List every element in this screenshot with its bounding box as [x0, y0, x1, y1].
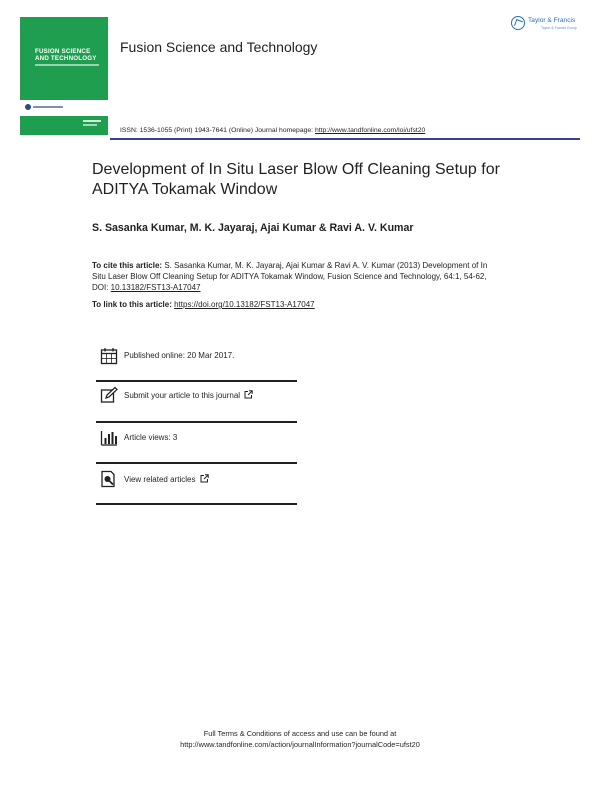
article-authors: S. Sasanka Kumar, M. K. Jayaraj, Ajai Kumar & Ravi A. V. Kumar — [92, 222, 414, 234]
journal-cover — [20, 17, 108, 135]
related-articles-row[interactable] — [100, 470, 296, 492]
article-title: Development of In Situ Laser Blow Off Cleaning Setup for ADITYA Tokamak Window — [92, 161, 500, 198]
article-views-label: Article views: 3 — [124, 433, 178, 442]
submit-article-text: Submit your article to this journal — [124, 391, 241, 400]
publisher-logo-icon — [511, 16, 525, 30]
journal-name: Fusion Science and Technology — [120, 39, 318, 55]
issn-text: ISSN: 1536-1055 (Print) 1943-7641 (Online) Journal homepage: — [120, 127, 315, 134]
cover-society-logo — [25, 104, 65, 110]
header-rule — [110, 138, 580, 140]
cover-bottom-band — [20, 100, 108, 135]
citation-text: S. Sasanka Kumar, M. K. Jayaraj, Ajai Kumar & Ravi A. V. Kumar (2013) Development of In Situ Laser Blow Off Cleaning Setup for ADITYA Tokamak Window, Fusion Science and Technology, 64:1, 54-62, DOI: — [92, 261, 488, 292]
footer-journal-info-link[interactable]: http://www.tandfonline.com/action/journalInformation?journalCode=ufst20 — [180, 739, 420, 749]
cover-title-line1: FUSION SCIENCE — [35, 48, 91, 55]
cover-footer-strip — [20, 116, 108, 135]
published-online-label: Published online: 20 Mar 2017. — [124, 351, 235, 360]
journal-homepage-link[interactable]: http://www.tandfonline.com/loi/ufst20 — [314, 127, 426, 134]
submit-article-label[interactable] — [124, 390, 253, 400]
article-link-label: To link to this article: — [92, 300, 175, 309]
cover-title — [35, 48, 107, 62]
search-document-icon — [100, 470, 118, 488]
external-link-icon — [244, 390, 253, 399]
footer-terms-text: Full Terms & Conditions of access and use can be found at — [203, 729, 397, 738]
calendar-icon — [100, 347, 118, 365]
citation-label: To cite this article: — [92, 261, 163, 270]
submit-article-row[interactable] — [100, 386, 296, 408]
related-articles-label[interactable] — [124, 474, 209, 484]
info-divider — [96, 503, 297, 505]
publisher-logo-subtext: Taylor & Francis Group — [541, 26, 577, 30]
info-divider — [96, 462, 297, 464]
publisher-logo — [511, 16, 583, 36]
cover-subtitle-bar — [35, 64, 99, 66]
info-divider — [96, 380, 297, 382]
citation-block — [92, 260, 502, 293]
bar-chart-icon — [100, 429, 118, 447]
issn-line — [120, 127, 425, 134]
footer — [0, 729, 600, 750]
external-link-icon — [200, 474, 209, 483]
publisher-logo-text: Taylor & Francis — [528, 17, 576, 24]
info-divider — [96, 421, 297, 423]
edit-icon — [100, 386, 118, 404]
published-online-row — [100, 347, 296, 369]
article-link-block — [92, 300, 315, 309]
related-articles-text: View related articles — [124, 475, 196, 484]
cover-title-line2: AND TECHNOLOGY — [35, 55, 97, 63]
citation-doi-link[interactable]: 10.13182/FST13-A17047 — [110, 283, 201, 292]
article-doi-link[interactable]: https://doi.org/10.13182/FST13-A17047 — [174, 300, 315, 309]
article-views-row — [100, 429, 296, 451]
